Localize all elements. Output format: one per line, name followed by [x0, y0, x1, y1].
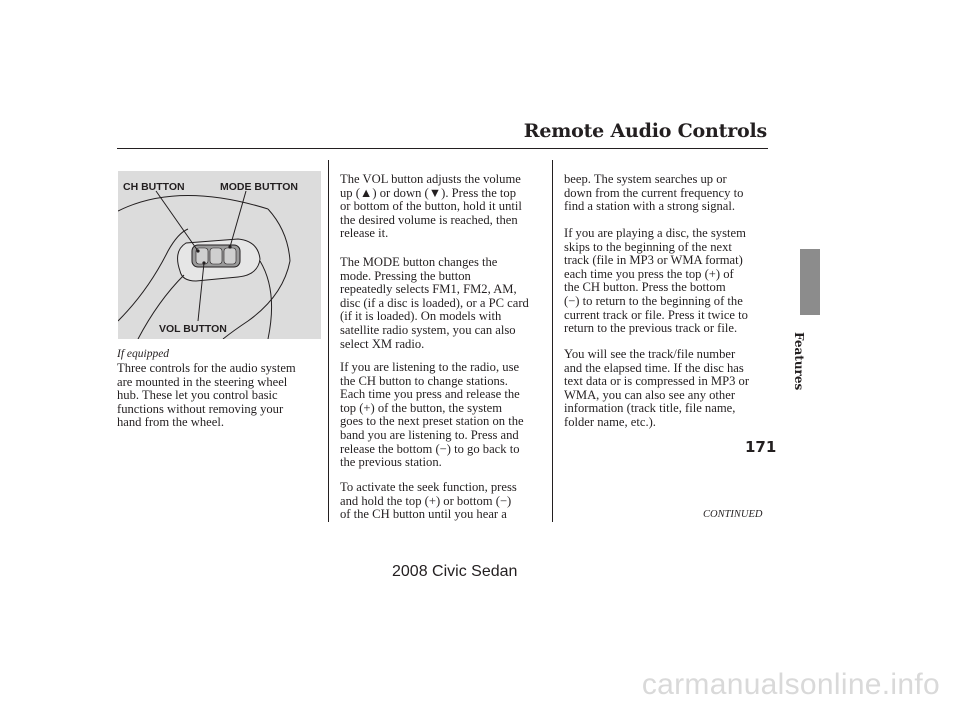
text-line: return to the previous track or file. — [564, 321, 738, 336]
text-line: hand from the wheel. — [117, 415, 225, 430]
text-line: information (track title, file name, — [564, 401, 736, 416]
text-line: You will see the track/file number — [564, 347, 736, 361]
text-line: release the bottom (−) to go back to — [340, 441, 520, 456]
section-label: Features — [792, 332, 806, 391]
text-line: and the elapsed time. If the disc has — [564, 360, 744, 375]
continued-label: CONTINUED — [703, 509, 763, 520]
vol-paragraph — [340, 173, 570, 241]
ch-button-label: CH BUTTON — [123, 181, 185, 193]
text-line: WMA, you can also see any other — [564, 387, 736, 402]
text-line: the CH button to change stations. — [340, 373, 508, 388]
seek-paragraph — [340, 481, 570, 522]
steering-wheel-figure — [118, 171, 321, 339]
text-line: mode. Pressing the button — [340, 268, 471, 283]
text-line: If you are playing a disc, the system — [564, 226, 746, 240]
text-line: hub. These let you control basic — [117, 388, 278, 403]
ch-paragraph — [340, 361, 570, 470]
text-line: The VOL button adjusts the volume — [340, 172, 521, 186]
page-title: Remote Audio Controls — [523, 120, 767, 142]
disc-paragraph — [564, 227, 794, 336]
text-line: or bottom of the button, hold it until — [340, 199, 522, 214]
watermark: carmanualsonline.info — [641, 668, 940, 701]
page-number: 171 — [745, 438, 777, 456]
text-line: skips to the beginning of the next — [564, 239, 732, 254]
text-line: disc (if a disc is loaded), or a PC card — [340, 295, 529, 310]
vol-button-label: VOL BUTTON — [159, 323, 227, 335]
text-line: each time you press the top (+) of — [564, 266, 734, 281]
text-line: (if it is loaded). On models with — [340, 309, 502, 324]
text-line: band you are listening to. Press and — [340, 427, 519, 442]
intro-paragraph — [117, 362, 347, 430]
if-equipped-note: If equipped — [117, 348, 170, 360]
text-line: satellite radio system, you can also — [340, 322, 516, 337]
text-line: down from the current frequency to — [564, 185, 744, 200]
track-paragraph — [564, 348, 794, 430]
text-line: If you are listening to the radio, use — [340, 360, 520, 374]
text-line: top (+) of the button, the system — [340, 400, 503, 415]
mode-paragraph — [340, 256, 570, 351]
text-line: Each time you press and release the — [340, 387, 520, 402]
text-line: The MODE button changes the — [340, 255, 498, 269]
text-line: Three controls for the audio system — [117, 361, 296, 375]
text-line: functions without removing your — [117, 401, 284, 416]
text-line: release it. — [340, 226, 389, 241]
column-divider — [328, 160, 329, 522]
text-line: and hold the top (+) or bottom (−) — [340, 493, 512, 508]
beep-paragraph — [564, 173, 794, 214]
text-line: track (file in MP3 or WMA format) — [564, 253, 743, 268]
text-line: repeatedly selects FM1, FM2, AM, — [340, 282, 517, 297]
mode-button-label: MODE BUTTON — [220, 181, 298, 193]
text-line: current track or file. Press it twice to — [564, 307, 748, 322]
header-rule — [117, 148, 768, 149]
text-line: the previous station. — [340, 455, 442, 470]
text-line: goes to the next preset station on the — [340, 414, 524, 429]
text-line: text data or is compressed in MP3 or — [564, 374, 750, 389]
text-line: select XM radio. — [340, 336, 425, 351]
text-line: the desired volume is reached, then — [340, 212, 518, 227]
text-line: up (▲) or down (▼). Press the top — [340, 185, 517, 200]
text-line: find a station with a strong signal. — [564, 199, 736, 214]
text-line: beep. The system searches up or — [564, 172, 727, 186]
text-line: the CH button. Press the bottom — [564, 280, 726, 295]
steering-wheel-illustration — [118, 171, 321, 339]
text-line: of the CH button until you hear a — [340, 507, 507, 522]
text-line: To activate the seek function, press — [340, 480, 517, 494]
text-line: (−) to return to the beginning of the — [564, 293, 743, 308]
text-line: folder name, etc.). — [564, 414, 656, 429]
section-tab — [800, 249, 820, 315]
document-footer: 2008 Civic Sedan — [392, 563, 518, 580]
column-divider — [552, 160, 553, 522]
text-line: are mounted in the steering wheel — [117, 374, 288, 389]
